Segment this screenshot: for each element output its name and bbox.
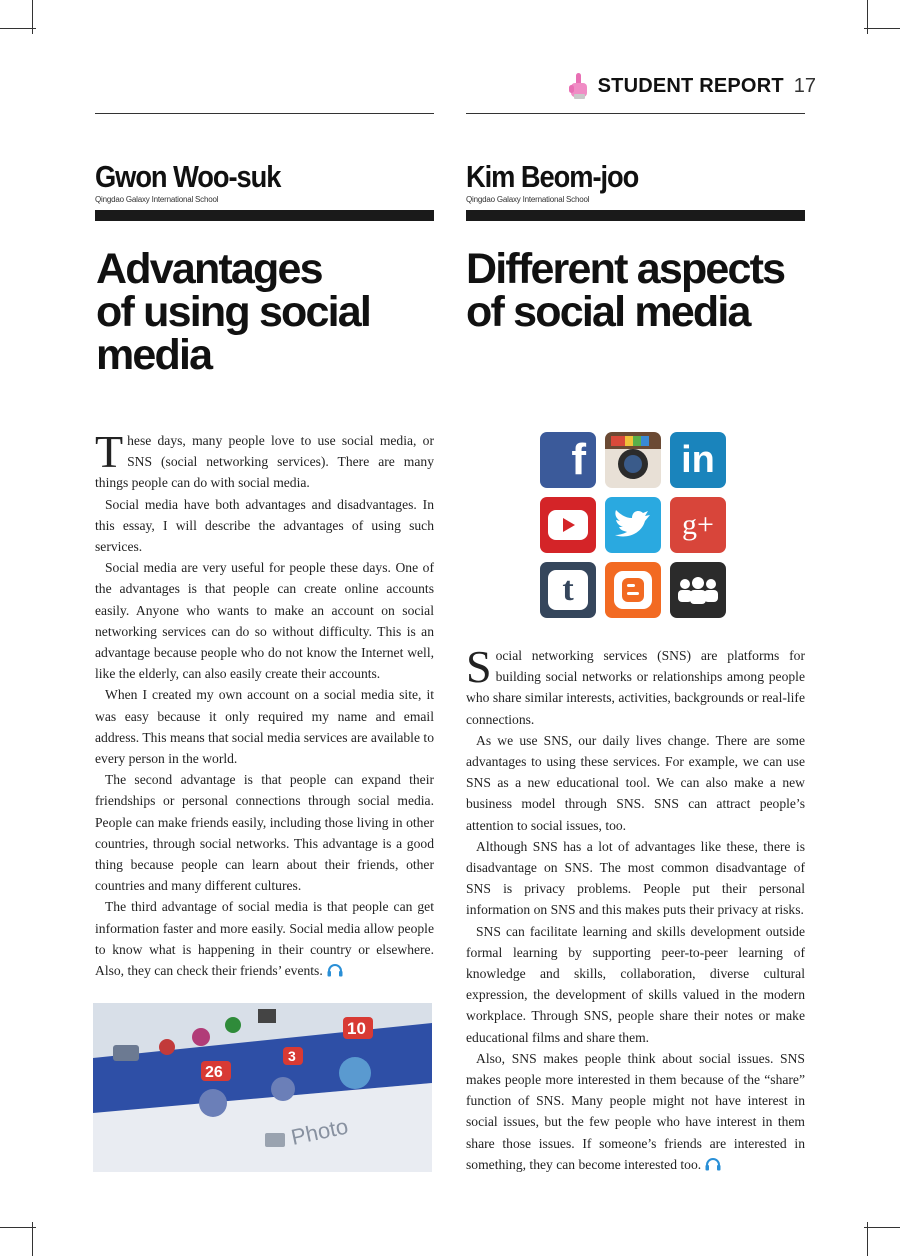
paragraph: The second advantage is that people can expand their friendships or personal connections through social media. People can make friends easily, including those living in other countries, through social networks. This advantage is a good thing because people can learn about their friends, other countries and many different cultures. (95, 772, 434, 894)
linkedin-icon: in (670, 432, 726, 488)
author-school: Qingdao Galaxy International School (466, 195, 590, 204)
crop-mark (864, 1227, 900, 1228)
right-article-header (466, 160, 805, 334)
left-article-body (95, 426, 434, 981)
crop-mark (32, 1222, 33, 1256)
author-name: Kim Beom-joo (466, 159, 639, 194)
blogger-icon (605, 562, 661, 618)
paragraph: As we use SNS, our daily lives change. There are some advantages to using these services. For example, we can use SNS as a new educational tool. We can also make a new business model through SNS. SNS can attract people’s attention to social issues, too. (466, 732, 805, 833)
page-number: 17 (793, 74, 816, 97)
paragraph: When I created my own account on a social media site, it was easy because it only required my name and email address. This means that social media services are available to every person in the world. (95, 687, 434, 767)
author-name: Gwon Woo-suk (95, 159, 281, 194)
paragraph: The third advantage of social media is that people can get information faster and more easily. Social media allow people to know what is happening in their country or elsewhere. Also, they can check their friends’ events. (95, 899, 434, 979)
paragraph: Social networking services (SNS) are platforms for building social networks or relationships among people who share similar interests, activities, backgrounds or real-life connections. (466, 641, 805, 727)
crop-mark (0, 28, 36, 29)
badge-count: 3 (288, 1048, 296, 1064)
photo-illustration (93, 1003, 432, 1172)
divider-bar (466, 210, 805, 221)
crop-mark (867, 0, 868, 34)
crop-mark (864, 28, 900, 29)
hand-pointing-icon (568, 72, 590, 100)
headphones-icon (705, 1157, 721, 1171)
left-article-header (95, 160, 434, 377)
section-label: STUDENT REPORT (597, 74, 784, 97)
headphones-icon (327, 963, 343, 977)
paragraph: Social media have both advantages and disadvantages. In this essay, I will describe the advantages of using such services. (95, 496, 434, 555)
youtube-icon (540, 497, 596, 553)
author-school: Qingdao Galaxy International School (95, 195, 219, 204)
paragraph: SNS can facilitate learning and skills development outside formal learning by supporting peer-to-peer learning of knowledge and skills, collaboration, diverse cultural expression, the development of skills valued in the modern workplace. Through SNS, people share their notes or make educational films and share them. (466, 923, 805, 1045)
facebook-notifications-photo (93, 1003, 432, 1172)
running-header (568, 72, 816, 100)
photo-label: Photo (288, 1113, 351, 1150)
facebook-icon: f (540, 432, 596, 488)
crop-mark (867, 1222, 868, 1256)
google-plus-icon: g+ (670, 497, 726, 553)
badge-count: 26 (205, 1064, 223, 1081)
myspace-icon (670, 562, 726, 618)
crop-mark (32, 0, 33, 34)
top-rule-left (95, 113, 434, 114)
badge-count: 10 (347, 1019, 366, 1038)
instagram-icon (605, 432, 661, 488)
social-icons-grid (540, 432, 732, 618)
drop-cap: T (95, 426, 124, 477)
drop-cap: S (466, 641, 492, 692)
paragraph: These days, many people love to use social media, or SNS (social networking services). There are many things people can do with social media. (95, 426, 434, 491)
article-title: Different aspects of social media (466, 245, 785, 336)
crop-mark (0, 1227, 36, 1228)
paragraph: Although SNS has a lot of advantages like these, there is disadvantage on SNS. The most common disadvantage of SNS is privacy problems. People put their personal information on SNS and this makes puts their privacy at risks. (466, 838, 805, 918)
top-rule-right (466, 113, 805, 114)
twitter-icon (605, 497, 661, 553)
tumblr-icon: t (540, 562, 596, 618)
right-article-body (466, 641, 805, 1175)
paragraph: Social media are very useful for people these days. One of the advantages is that people can create online accounts easily. Anyone who wants to make an account on social networking services can do so without difficulty. This is an advantage because people who do not know the Internet well, like the elderly, can also easily create their accounts. (95, 560, 434, 682)
divider-bar (95, 210, 434, 221)
article-title: Advantages of using social media (96, 245, 371, 379)
paragraph: Also, SNS makes people think about social issues. SNS makes people more interested in them because of the “share” function of SNS. Many people might not have interest in social issues, but the few people who have interest in them share those issues. If someone’s friends are interested in something, they can become interested too. (466, 1050, 805, 1172)
